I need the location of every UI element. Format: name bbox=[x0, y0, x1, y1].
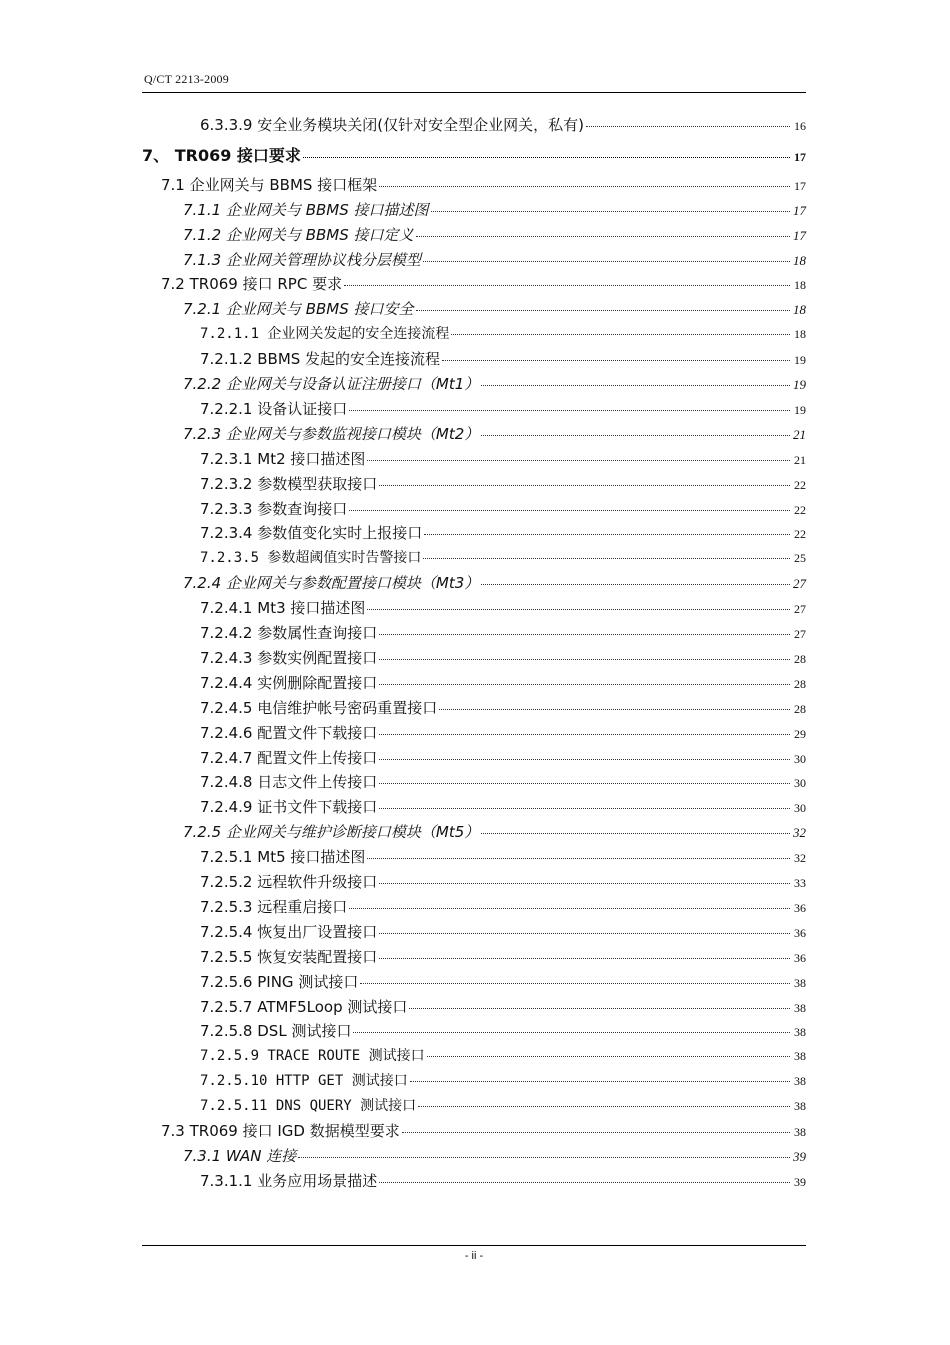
toc-entry-title: 7.2.4.3 参数实例配置接口 bbox=[200, 648, 378, 667]
toc-entry-title: 7.2.5.10 HTTP GET 测试接口 bbox=[200, 1073, 408, 1090]
toc-entry-title: 7.2.2 企业网关与设备认证注册接口（Mt1） bbox=[183, 375, 480, 393]
toc-entry-title: 7.1.2 企业网关与 BBMS 接口定义 bbox=[183, 225, 414, 244]
toc-entry-page: 16 bbox=[794, 119, 806, 133]
toc-entry[interactable] bbox=[183, 423, 806, 447]
toc-entry-page: 30 bbox=[794, 776, 806, 791]
dot-leader bbox=[349, 509, 790, 511]
toc-entry[interactable] bbox=[200, 846, 806, 870]
toc-entry-page: 32 bbox=[793, 825, 806, 841]
dot-leader bbox=[402, 1131, 790, 1133]
toc-entry[interactable] bbox=[200, 1020, 806, 1044]
dot-leader bbox=[451, 333, 790, 335]
dot-leader bbox=[379, 807, 790, 809]
dot-leader bbox=[379, 1181, 790, 1183]
toc-entry-title: 7.2.3.1 Mt2 接口描述图 bbox=[200, 449, 366, 468]
toc-entry-title: 7.2.3.4 参数值变化实时上报接口 bbox=[200, 524, 423, 543]
toc-entry-page: 38 bbox=[794, 1125, 806, 1139]
page-footer bbox=[142, 1245, 806, 1262]
dot-leader bbox=[418, 1105, 790, 1107]
dot-leader bbox=[416, 235, 790, 237]
dot-leader bbox=[367, 608, 790, 610]
toc-entry-title: 7.2.2.1 设备认证接口 bbox=[200, 399, 348, 418]
toc-entry[interactable] bbox=[200, 647, 806, 671]
toc-entry[interactable] bbox=[200, 1045, 806, 1069]
toc-entry[interactable] bbox=[200, 348, 806, 372]
toc-entry[interactable] bbox=[200, 448, 806, 472]
toc-entry-page: 38 bbox=[794, 1000, 806, 1015]
toc-entry-title: 7、 TR069 接口要求 bbox=[142, 145, 301, 165]
toc-entry-title: 7.2.5.5 恢复安装配置接口 bbox=[200, 947, 378, 966]
toc-entry[interactable] bbox=[200, 896, 806, 920]
toc-entry-title: 7.2.5.7 ATMF5Loop 测试接口 bbox=[200, 997, 408, 1016]
toc-entry[interactable] bbox=[200, 722, 806, 746]
toc-entry-page: 36 bbox=[794, 925, 806, 940]
toc-entry-title: 7.2.4.8 日志文件上传接口 bbox=[200, 773, 378, 792]
dot-leader bbox=[379, 782, 790, 784]
dot-leader bbox=[349, 409, 790, 411]
toc-entry-title: 7.2.5.4 恢复出厂设置接口 bbox=[200, 922, 378, 941]
dot-leader bbox=[379, 633, 790, 635]
toc-entry-page: 22 bbox=[794, 527, 806, 542]
toc-entry[interactable] bbox=[183, 224, 806, 248]
toc-entry[interactable] bbox=[200, 498, 806, 522]
toc-entry-title: 7.2.3.3 参数查询接口 bbox=[200, 499, 348, 518]
dot-leader bbox=[481, 583, 790, 585]
toc-entry-page: 38 bbox=[794, 1049, 806, 1064]
toc-entry-page: 29 bbox=[794, 726, 806, 741]
toc-entry-title: 7.2.4.9 证书文件下载接口 bbox=[200, 798, 378, 817]
dot-leader bbox=[379, 683, 790, 685]
toc-entry-title: 7.2.3 企业网关与参数监视接口模块（Mt2） bbox=[183, 424, 480, 443]
toc-entry[interactable] bbox=[200, 1095, 806, 1119]
toc-entry-page: 17 bbox=[793, 202, 806, 218]
dot-leader bbox=[442, 359, 790, 361]
toc-entry-page: 18 bbox=[793, 252, 806, 268]
toc-entry[interactable] bbox=[200, 398, 806, 422]
toc-entry-page: 17 bbox=[794, 149, 806, 164]
toc-entry[interactable] bbox=[183, 298, 806, 322]
toc-entry-page: 38 bbox=[794, 1099, 806, 1114]
toc-entry-page: 19 bbox=[794, 402, 806, 417]
dot-leader bbox=[379, 882, 790, 884]
toc-entry[interactable] bbox=[183, 572, 806, 596]
toc-entry[interactable] bbox=[200, 547, 806, 571]
page-number: - ii - bbox=[464, 1250, 484, 1262]
toc-entry-page: 27 bbox=[793, 576, 806, 592]
toc-entry-title: 7.2.1 企业网关与 BBMS 接口安全 bbox=[183, 300, 414, 319]
toc-entry[interactable] bbox=[161, 1120, 806, 1144]
dot-leader bbox=[424, 533, 790, 535]
toc-entry-page: 32 bbox=[794, 851, 806, 866]
toc-entry-title: 7.2.4.2 参数属性查询接口 bbox=[200, 624, 378, 642]
toc-entry-page: 28 bbox=[794, 676, 806, 691]
dot-leader bbox=[379, 484, 790, 486]
toc-entry-title: 7.3.1.1 业务应用场景描述 bbox=[200, 1171, 378, 1190]
toc-entry-title: 7.2.5.9 TRACE ROUTE 测试接口 bbox=[200, 1048, 425, 1065]
dot-leader bbox=[439, 708, 790, 710]
toc-entry-title: 7.2.1.2 BBMS 发起的安全连接流程 bbox=[200, 350, 441, 369]
toc-entry-page: 21 bbox=[794, 452, 806, 467]
toc-entry-title: 7.2.1.1 企业网关发起的安全连接流程 bbox=[200, 326, 450, 343]
toc-entry-title: 7.1 企业网关与 BBMS 接口框架 bbox=[161, 175, 378, 194]
toc-entry[interactable] bbox=[200, 114, 806, 138]
toc-entry-page: 33 bbox=[794, 876, 806, 890]
dot-leader bbox=[586, 125, 790, 127]
toc-entry-page: 27 bbox=[794, 602, 806, 617]
toc-entry-page: 28 bbox=[794, 651, 806, 666]
toc-entry[interactable] bbox=[183, 373, 806, 397]
toc-entry-page: 36 bbox=[794, 950, 806, 965]
toc-entry[interactable] bbox=[200, 871, 806, 895]
toc-entry-page: 27 bbox=[794, 627, 806, 641]
toc-entry-title: 7.2.4.5 电信维护帐号密码重置接口 bbox=[200, 698, 438, 717]
toc-entry-title: 7.2.3.5 参数超阈值实时告警接口 bbox=[200, 550, 422, 567]
toc-entry[interactable] bbox=[200, 1170, 806, 1194]
toc-entry[interactable] bbox=[200, 697, 806, 721]
dot-leader bbox=[379, 658, 790, 660]
dot-leader bbox=[409, 1007, 790, 1009]
dot-leader bbox=[423, 557, 790, 559]
toc-entry[interactable] bbox=[200, 672, 806, 696]
toc-entry[interactable] bbox=[200, 946, 806, 970]
toc-entry-title: 7.2.4.7 配置文件上传接口 bbox=[200, 748, 378, 767]
toc-entry[interactable] bbox=[200, 771, 806, 795]
toc-entry[interactable] bbox=[200, 323, 806, 347]
dot-leader bbox=[303, 156, 790, 158]
dot-leader bbox=[379, 185, 790, 187]
toc-entry-title: 7.2.4.6 配置文件下载接口 bbox=[200, 723, 378, 742]
toc-entry-page: 28 bbox=[794, 701, 806, 716]
toc-entry-page: 25 bbox=[794, 551, 806, 566]
toc-entry[interactable] bbox=[183, 249, 806, 273]
dot-leader bbox=[379, 957, 790, 959]
dot-leader bbox=[360, 982, 790, 984]
dot-leader bbox=[379, 758, 790, 760]
toc-entry-title: 7.2.4 企业网关与参数配置接口模块（Mt3） bbox=[183, 574, 480, 593]
toc-entry-title: 7.2.4.1 Mt3 接口描述图 bbox=[200, 599, 366, 618]
toc-entry-page: 21 bbox=[793, 426, 806, 442]
dot-leader bbox=[423, 260, 790, 262]
toc-entry[interactable] bbox=[200, 473, 806, 497]
toc-entry-title: 7.1.1 企业网关与 BBMS 接口描述图 bbox=[183, 200, 429, 219]
dot-leader bbox=[298, 1156, 790, 1158]
toc-entry-page: 19 bbox=[793, 377, 806, 392]
toc-entry[interactable] bbox=[200, 522, 806, 546]
toc-entry-title: 7.1.3 企业网关管理协议栈分层模型 bbox=[183, 250, 421, 269]
toc-entry-title: 6.3.3.9 安全业务模块关闭(仅针对安全型企业网关，私有) bbox=[200, 116, 584, 134]
toc-entry[interactable] bbox=[200, 921, 806, 945]
dot-leader bbox=[410, 1080, 790, 1082]
toc-entry[interactable] bbox=[200, 747, 806, 771]
toc-entry[interactable] bbox=[161, 174, 806, 198]
toc-entry-page: 18 bbox=[793, 302, 806, 318]
toc-entry-page: 38 bbox=[794, 975, 806, 990]
toc-entry-page: 22 bbox=[794, 477, 806, 492]
toc-entry-title: 7.2.4.4 实例删除配置接口 bbox=[200, 673, 378, 692]
dot-leader bbox=[481, 434, 790, 436]
dot-leader bbox=[379, 932, 790, 934]
toc-entry-page: 39 bbox=[794, 1174, 806, 1189]
dot-leader bbox=[349, 907, 790, 909]
toc-entry[interactable] bbox=[183, 821, 806, 845]
dot-leader bbox=[431, 210, 790, 212]
toc-entry-page: 22 bbox=[794, 502, 806, 517]
toc-entry-page: 18 bbox=[794, 278, 806, 293]
toc-entry-title: 7.2.5.11 DNS QUERY 测试接口 bbox=[200, 1098, 417, 1115]
toc-entry-title: 7.3 TR069 接口 IGD 数据模型要求 bbox=[161, 1122, 400, 1140]
dot-leader bbox=[427, 1055, 790, 1057]
toc-entry-title: 7.2.5.1 Mt5 接口描述图 bbox=[200, 848, 366, 867]
toc-entry-page: 18 bbox=[794, 327, 806, 342]
dot-leader bbox=[367, 459, 790, 461]
standard-number: Q/CT 2213-2009 bbox=[144, 72, 229, 86]
toc-entry[interactable] bbox=[200, 622, 806, 646]
dot-leader bbox=[379, 733, 790, 735]
toc-entry-title: 7.2.5.2 远程软件升级接口 bbox=[200, 873, 378, 891]
toc-entry-title: 7.2.5.8 DSL 测试接口 bbox=[200, 1022, 352, 1041]
toc-entry[interactable] bbox=[183, 1145, 806, 1169]
toc-entry-page: 38 bbox=[794, 1025, 806, 1040]
toc-entry[interactable] bbox=[200, 971, 806, 995]
page-header bbox=[142, 68, 806, 93]
toc-entry[interactable] bbox=[200, 597, 806, 621]
toc-entry-title: 7.2.5 企业网关与维护诊断接口模块（Mt5） bbox=[183, 823, 480, 842]
dot-leader bbox=[353, 1031, 790, 1033]
toc-entry[interactable] bbox=[200, 796, 806, 820]
toc-entry[interactable] bbox=[200, 996, 806, 1020]
toc-entry-title: 7.2.3.2 参数模型获取接口 bbox=[200, 474, 378, 493]
toc-entry[interactable] bbox=[183, 199, 806, 223]
toc-entry[interactable] bbox=[200, 1070, 806, 1094]
toc-entry-page: 39 bbox=[793, 1148, 806, 1164]
toc-entry-page: 17 bbox=[793, 227, 806, 243]
toc-entry-title: 7.2.5.3 远程重启接口 bbox=[200, 897, 348, 916]
dot-leader bbox=[481, 384, 790, 386]
toc-entry-title: 7.2 TR069 接口 RPC 要求 bbox=[161, 275, 343, 294]
toc-entry-page: 30 bbox=[794, 751, 806, 766]
toc-entry-title: 7.2.5.6 PING 测试接口 bbox=[200, 972, 359, 991]
toc-entry-page: 30 bbox=[794, 801, 806, 816]
toc-entry[interactable] bbox=[142, 143, 806, 167]
dot-leader bbox=[344, 284, 790, 286]
toc-entry-page: 38 bbox=[794, 1074, 806, 1089]
toc-entry-page: 19 bbox=[794, 353, 806, 368]
toc-entry-page: 36 bbox=[794, 900, 806, 915]
dot-leader bbox=[481, 832, 790, 834]
toc-entry-title: 7.3.1 WAN 连接 bbox=[183, 1146, 297, 1165]
toc-entry-page: 17 bbox=[794, 178, 806, 193]
toc-entry[interactable] bbox=[161, 273, 806, 297]
dot-leader bbox=[416, 309, 790, 311]
dot-leader bbox=[367, 857, 790, 859]
